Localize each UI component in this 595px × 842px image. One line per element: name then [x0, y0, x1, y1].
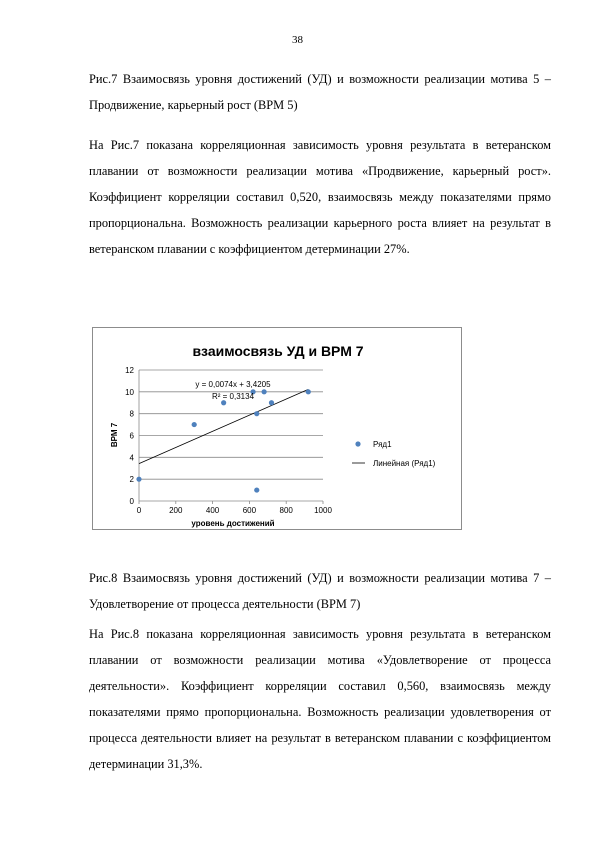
y-tick-label: 12 — [125, 366, 134, 375]
data-point — [254, 487, 259, 492]
figure-8-description: На Рис.8 показана корреляционная зависимость уровня результата в ветеранском плавании от возможности реализации мотива «Удовлетворение от процесса деятельности». Коэффициент корреляции составил 0,560, взаимосвязь между показателями прямо пропорциональна. Возможность реализации удовлетворения от процесса деятельности влияет на результат в ветеранском плавании с коэффициентом детерминации 31,3%. — [89, 627, 551, 771]
x-tick-label: 800 — [279, 506, 293, 515]
data-point — [306, 389, 311, 394]
data-point — [192, 422, 197, 427]
data-point — [254, 411, 259, 416]
x-tick-label: 200 — [169, 506, 183, 515]
y-tick-label: 0 — [129, 497, 134, 506]
legend-marker-series — [355, 441, 360, 446]
data-points — [136, 389, 310, 492]
x-axis-label: уровень достижений — [191, 519, 275, 528]
figure-7-caption: Рис.7 Взаимосвязь уровня достижений (УД) и возможности реализации мотива 5 – Продвижение, карьерный рост (ВРМ 5) — [89, 72, 551, 112]
legend-label-series: Ряд1 — [373, 440, 392, 449]
chart-frame — [92, 327, 462, 530]
x-tick-label: 0 — [136, 506, 142, 515]
y-tick-label: 8 — [129, 409, 134, 419]
trendline-r2: R² = 0,3134 — [211, 392, 255, 401]
data-point — [136, 477, 141, 482]
x-tick-label: 400 — [205, 506, 220, 515]
legend — [355, 440, 435, 468]
x-tick-label: 600 — [242, 506, 257, 515]
y-tick-label: 2 — [129, 475, 134, 485]
x-tick-label: 1000 — [314, 506, 332, 515]
figure-7-description: На Рис.7 показана корреляционная зависимость уровня результата в ветеранском плавании от возможности реализации мотива «Продвижение, карьерный рост». Коэффициент корреляции составил 0,520, взаимосвязь между показателями прямо пропорциональна. Возможность реализации карьерного роста влияет на результат в ветеранском плавании с коэффициентом детерминации 27%. — [89, 138, 551, 256]
y-tick-label: 4 — [129, 453, 134, 463]
y-tick-label: 10 — [125, 387, 134, 397]
data-point — [269, 400, 274, 405]
data-point — [262, 389, 267, 394]
y-axis-label: ВРМ 7 — [110, 422, 119, 448]
legend-label-trendline: Линейная (Ряд1) — [373, 459, 436, 468]
trendline-equation: y = 0,0074x + 3,4205 — [195, 380, 271, 389]
figure-8-caption: Рис.8 Взаимосвязь уровня достижений (УД) и возможности реализации мотива 7 – Удовлетворение от процесса деятельности (ВРМ 7) — [89, 571, 551, 611]
chart-title: взаимосвязь УД и ВРМ 7 — [192, 343, 364, 359]
scatter-chart — [93, 328, 463, 531]
page-number: 38 — [292, 34, 303, 46]
y-tick-label: 6 — [129, 431, 134, 441]
